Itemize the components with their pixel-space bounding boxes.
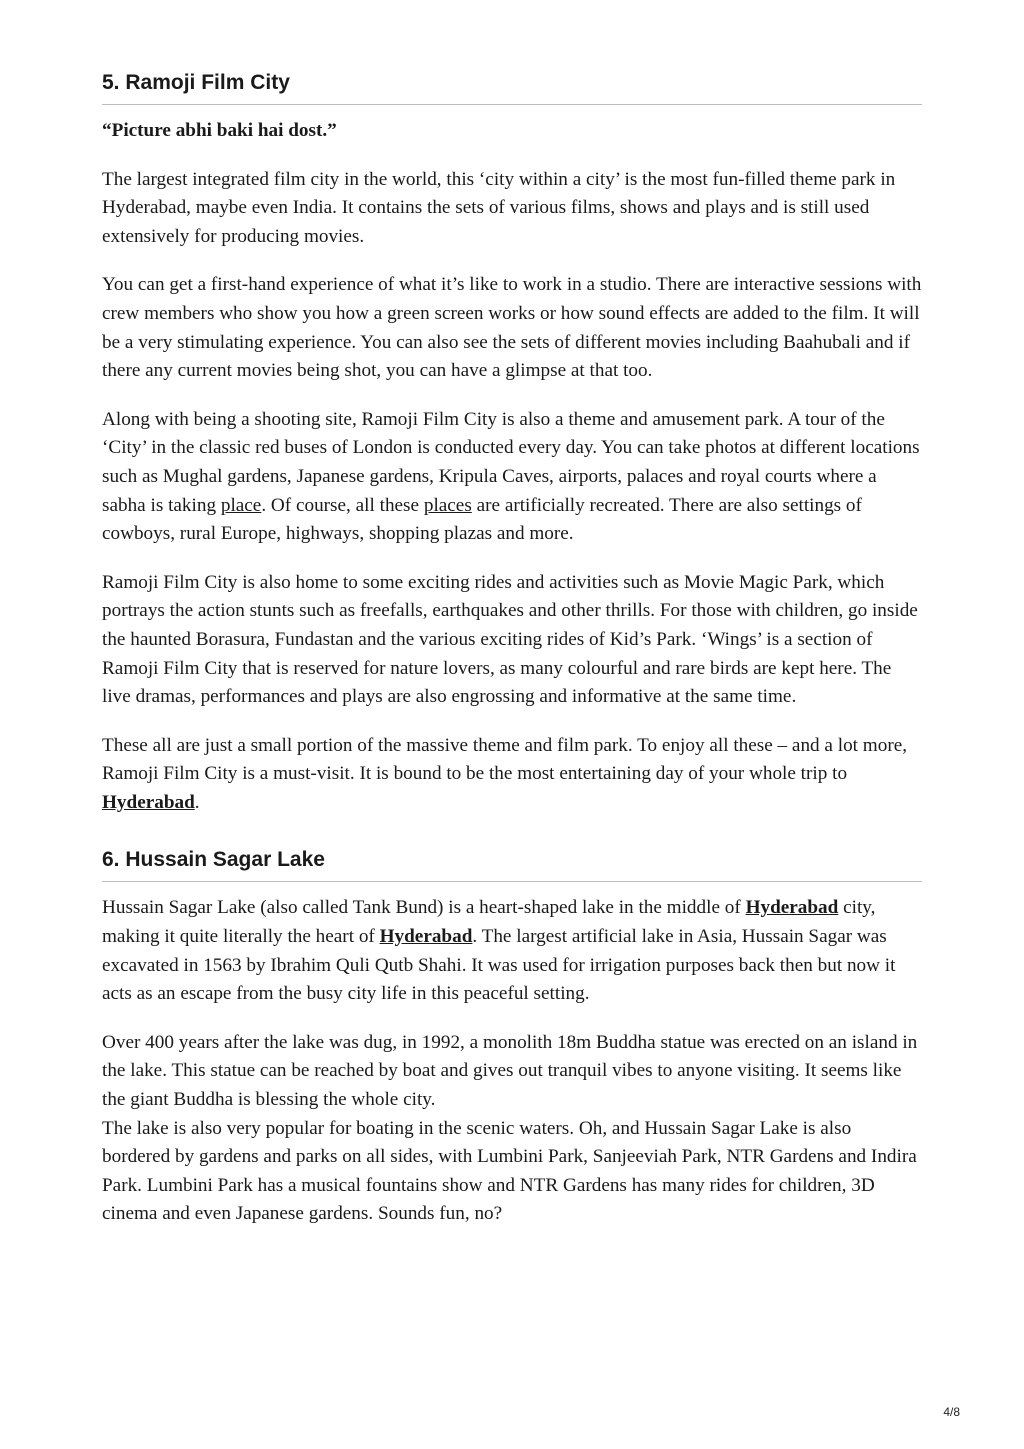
paragraph [102, 894, 922, 1008]
paragraph: The lake is also very popular for boating in the scenic waters. Oh, and Hussain Sagar Lake is also bordered by gardens and parks on all sides, with Lumbini Park, Sanjeeviah Park, NTR Gardens and Indira Park. Lumbini Park has a musical fountains show and NTR Gardens has many rides for children, 3D cinema and even Japanese gardens. Sounds fun, no? [102, 1117, 917, 1225]
section-heading-hussain-sagar: 6. Hussain Sagar Lake [102, 847, 922, 882]
section-heading-ramoji: 5. Ramoji Film City [102, 70, 922, 105]
paragraph-text: . [194, 791, 200, 813]
place-link[interactable]: place [220, 494, 262, 516]
paragraph [102, 406, 922, 549]
places-link[interactable]: places [423, 494, 472, 516]
paragraph: Over 400 years after the lake was dug, in 1992, a monolith 18m Buddha statue was erected on an island in the lake. This statue can be reached by boat and gives out tranquil vibes to anyone visiting. It seems like the giant Buddha is blessing the whole city. [102, 1031, 918, 1111]
hyderabad-link[interactable]: Hyderabad [379, 926, 473, 948]
paragraph-text: Along with being a shooting site, Ramoji Film City is also a theme and amusement park. A tour of the ‘City’ in the classic red buses of London is conducted every day. You can take photos at different locations such as Mughal gardens, Japanese gardens, Kripula Caves, airports, palaces and royal courts where a sabha is taking [102, 408, 920, 516]
paragraph-text: These all are just a small portion of the massive theme and film park. To enjoy all these – and a lot more, Ramoji Film City is a must-visit. It is bound to be the most entertaining day of your whole trip to [102, 734, 908, 785]
document-page [102, 70, 922, 1229]
hyderabad-link[interactable]: Hyderabad [745, 897, 839, 919]
paragraph: You can get a first-hand experience of what it’s like to work in a studio. There are interactive sessions with crew members who show you how a green screen works or how sound effects are added to the film. It will be a very stimulating experience. You can also see the sets of different movies including Baahubali and if there any current movies being shot, you can have a glimpse at that too. [102, 274, 922, 382]
paragraph: Ramoji Film City is also home to some exciting rides and activities such as Movie Magic Park, which portrays the action stunts such as freefalls, earthquakes and other thrills. For those with children, go inside the haunted Borasura, Fundastan and the various exciting rides of Kid’s Park. ‘Wings’ is a section of Ramoji Film City that is reserved for nature lovers, as many colourful and rare birds are kept here. The live dramas, performances and plays are also engrossing and informative at the same time. [102, 571, 918, 708]
paragraph-text: are artificially recreated. There are also settings of cowboys, rural Europe, highways, shopping plazas and more. [102, 494, 862, 545]
paragraph [102, 732, 922, 818]
paragraph-text: Hussain Sagar Lake (also called Tank Bund) is a heart-shaped lake in the middle of [102, 897, 746, 919]
section-quote: “Picture abhi baki hai dost.” [102, 120, 337, 141]
paragraph-text: . Of course, all these [261, 494, 424, 516]
hyderabad-link[interactable]: Hyderabad [102, 791, 195, 813]
paragraph-text: city, making it quite literally the heart of [102, 897, 876, 948]
page-number: 4/8 [943, 1405, 960, 1419]
paragraph: The largest integrated film city in the world, this ‘city within a city’ is the most fun-filled theme park in Hyderabad, maybe even India. It contains the sets of various films, shows and plays and is still used extensively for producing movies. [102, 168, 896, 247]
paragraph-text: . The largest artificial lake in Asia, Hussain Sagar was excavated in 1563 by Ibrahim Quli Qutb Shahi. It was used for irrigation purposes back then but now it acts as an escape from the busy city life in this peaceful setting. [102, 926, 896, 1005]
